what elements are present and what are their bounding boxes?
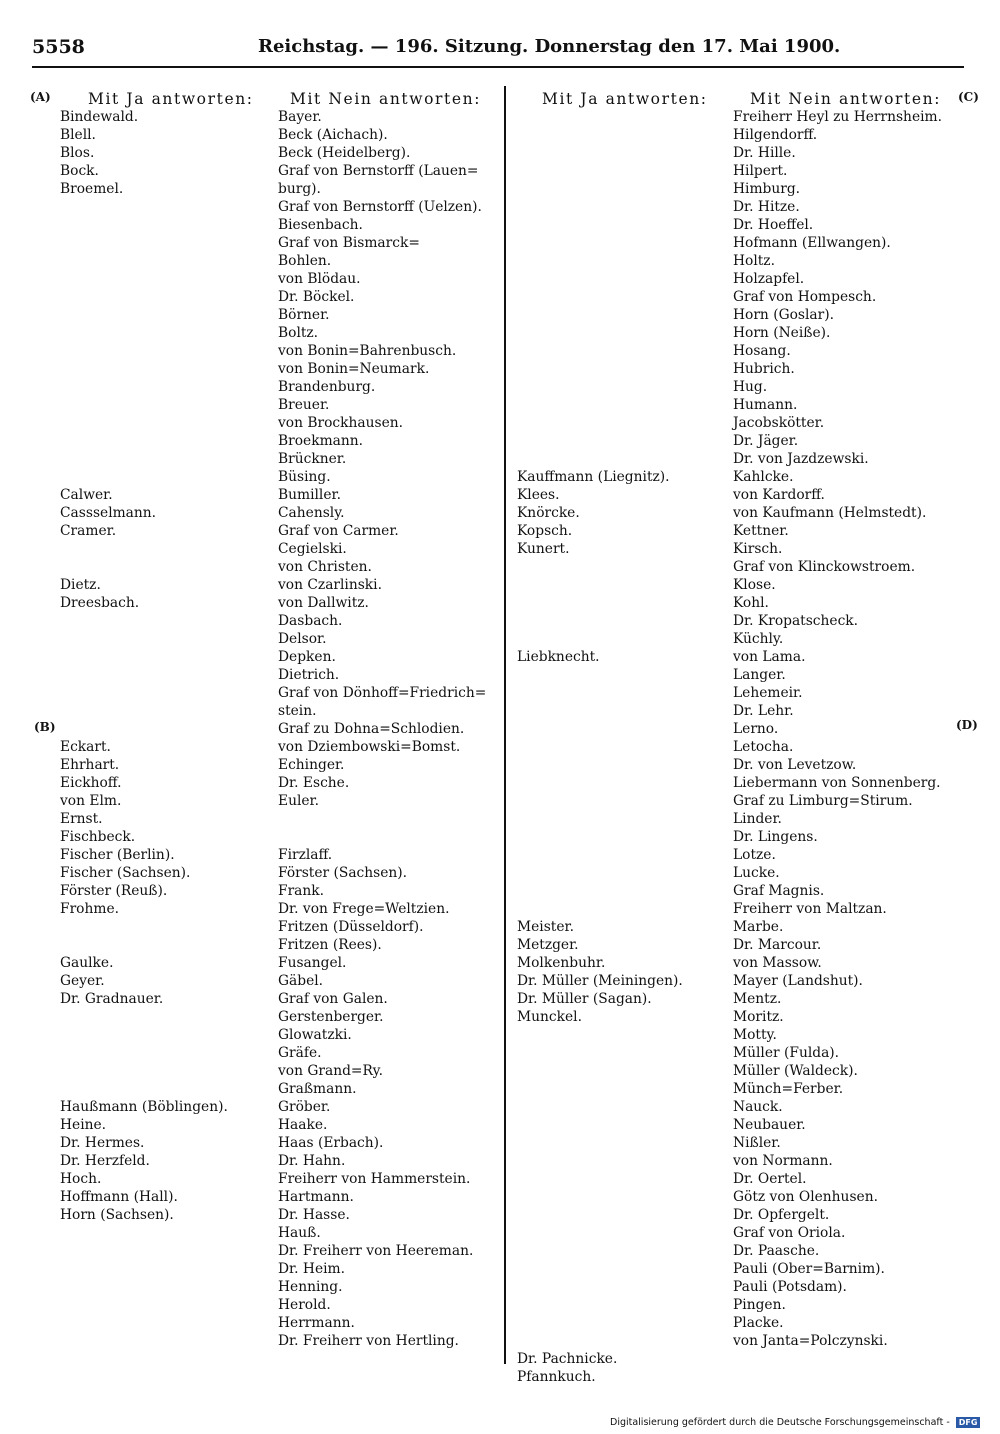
member-name: Förster (Reuß). [60,883,168,899]
member-name: Pfannkuch. [517,1369,596,1385]
member-name: Herold. [278,1297,331,1313]
member-name: Glowatzki. [278,1027,352,1043]
member-name [517,1224,683,1242]
margin-mark-b: (B) [34,720,56,734]
member-name [517,1242,683,1260]
member-name: Frohme. [60,901,119,917]
member-name: Börner. [278,307,330,323]
left-no-heading: Mit Nein antworten: [290,90,482,108]
member-name: Graf Magnis. [733,883,825,899]
member-name [517,1314,683,1332]
member-name: Himburg. [733,181,801,197]
member-name: Cramer. [60,523,117,539]
member-name [60,540,228,558]
right-yes-list [517,108,683,1386]
member-name [517,1062,683,1080]
member-name [517,360,683,378]
member-name: Geyer. [60,973,105,989]
member-name [60,630,228,648]
left-yes-heading: Mit Ja antworten: [88,90,254,108]
member-name: Götz von Olenhusen. [733,1189,878,1205]
member-name: Munckel. [517,1009,582,1025]
member-name [517,342,683,360]
member-name [60,342,228,360]
member-name: Beck (Heidelberg). [278,145,411,161]
member-name [517,1188,683,1206]
member-name: Fischer (Berlin). [60,847,175,863]
member-name [517,558,683,576]
member-name: Dr. Herzfeld. [60,1153,150,1169]
member-name [517,450,683,468]
member-name [60,684,228,702]
member-name: Holzapfel. [733,271,805,287]
member-name [517,1116,683,1134]
member-name: Blell. [60,127,96,143]
member-name: Dr. Lingens. [733,829,818,845]
member-name [517,882,683,900]
member-name: Hosang. [733,343,791,359]
member-name: Graf von Oriola. [733,1225,846,1241]
member-name: Holtz. [733,253,775,269]
left-yes-list [60,108,228,1224]
member-name: Brückner. [278,451,347,467]
member-name: Molkenbuhr. [517,955,606,971]
member-name: von Brockhausen. [278,415,404,431]
member-name: Delsor. [278,631,327,647]
member-name: Freiherr Heyl zu Herrnsheim. [733,109,942,125]
member-name [517,738,683,756]
member-name [60,234,228,252]
right-page-half [514,90,984,1385]
member-name [517,810,683,828]
member-name: Metzger. [517,937,579,953]
member-name: Motty. [733,1027,777,1043]
member-name: Dr. Paasche. [733,1243,820,1259]
member-name [517,378,683,396]
dfg-logo: DFG [956,1417,981,1428]
member-name [517,1134,683,1152]
member-name: Gerstenberger. [278,1009,384,1025]
member-name: Biesenbach. [278,217,363,233]
member-name [517,396,683,414]
member-name: Eickhoff. [60,775,122,791]
member-name: Pingen. [733,1297,786,1313]
member-name [517,288,683,306]
member-name: Blos. [60,145,95,161]
member-name: Linder. [733,811,782,827]
member-name: Hofmann (Ellwangen). [733,235,891,251]
member-name: Fusangel. [278,955,347,971]
member-name: Bumiller. [278,487,341,503]
member-name [60,1008,228,1026]
member-name: Placke. [733,1315,784,1331]
member-name [517,252,683,270]
member-name: Graf von Dönhoff=Friedrich= [278,685,487,701]
member-name: Dr. von Frege=Weltzien. [278,901,450,917]
member-name: Fritzen (Rees). [278,937,382,953]
member-name: von Grand=Ry. [278,1063,383,1079]
member-name: Frank. [278,883,325,899]
member-name: Kohl. [733,595,769,611]
member-name: Horn (Goslar). [733,307,834,323]
member-name: Breuer. [278,397,330,413]
right-no-list [733,108,942,1350]
page-number: 5558 [32,36,85,58]
member-name [517,1044,683,1062]
member-name: Jacobskötter. [733,415,825,431]
member-name [517,1278,683,1296]
member-name: Dr. Esche. [278,775,350,791]
member-name: von Bonin=Neumark. [278,361,430,377]
member-name [60,306,228,324]
member-name: Dr. Gradnauer. [60,991,164,1007]
member-name: Freiherr von Hammerstein. [278,1171,471,1187]
member-name: Hug. [733,379,768,395]
member-name [517,576,683,594]
member-name: Firzlaff. [278,847,333,863]
margin-mark-d: (D) [956,718,978,732]
member-name [517,144,683,162]
member-name: Dr. von Jazdzewski. [733,451,869,467]
member-name: von Czarlinski. [278,577,382,593]
member-name: Kettner. [733,523,789,539]
member-name: Dr. Freiherr von Heereman. [278,1243,474,1259]
member-name: Münch=Ferber. [733,1081,844,1097]
member-name: Neubauer. [733,1117,806,1133]
member-name: Lehemeir. [733,685,803,701]
member-name: Dr. Oertel. [733,1171,807,1187]
member-name: von Normann. [733,1153,833,1169]
member-name [517,774,683,792]
member-name [60,432,228,450]
member-name [60,288,228,306]
member-name [60,648,228,666]
member-name [60,324,228,342]
member-name: Dasbach. [278,613,343,629]
member-name: Liebknecht. [517,649,600,665]
member-name: Dr. Hoeffel. [733,217,814,233]
member-name: Hilgendorff. [733,127,818,143]
member-name: Euler. [278,793,319,809]
member-name: Dr. Hasse. [278,1207,350,1223]
member-name [517,1098,683,1116]
member-name [60,360,228,378]
member-name: Freiherr von Maltzan. [733,901,887,917]
member-name: Dr. Pachnicke. [517,1351,618,1367]
member-name [517,1026,683,1044]
member-name: Horn (Neiße). [733,325,831,341]
member-name: Herrmann. [278,1315,355,1331]
member-name [517,162,683,180]
member-name: Hoffmann (Hall). [60,1189,178,1205]
member-name: Cassselmann. [60,505,157,521]
member-name: Klees. [517,487,560,503]
member-name: Graf von Hompesch. [733,289,877,305]
member-name: Kunert. [517,541,570,557]
member-name: Brandenburg. [278,379,376,395]
member-name [517,792,683,810]
member-name [517,756,683,774]
member-name: Langer. [733,667,786,683]
member-name: Hauß. [278,1225,321,1241]
member-name: von Bonin=Bahrenbusch. [278,343,457,359]
member-name: Pauli (Ober=Barnim). [733,1261,885,1277]
member-name: Dreesbach. [60,595,140,611]
member-name: von Janta=Polczynski. [733,1333,888,1349]
member-name: Dr. Hahn. [278,1153,346,1169]
member-name [517,180,683,198]
member-name: Müller (Waldeck). [733,1063,858,1079]
left-column-headers [38,90,508,108]
member-name [60,1062,228,1080]
member-name: Haußmann (Böblingen). [60,1099,228,1115]
member-name [60,936,228,954]
member-name: Haas (Erbach). [278,1135,384,1151]
member-name: Gröber. [278,1099,331,1115]
member-name: Depken. [278,649,336,665]
member-name: Gaulke. [60,955,114,971]
footer [610,1417,980,1428]
member-name: Gräfe. [278,1045,322,1061]
member-name: Graf von Bernstorff (Lauen= [278,163,479,179]
member-name: Kirsch. [733,541,783,557]
member-name [517,432,683,450]
member-name: Fischbeck. [60,829,136,845]
member-name: Meister. [517,919,574,935]
right-column-headers [514,90,984,108]
member-name: Hoch. [60,1171,102,1187]
member-name: von Dallwitz. [278,595,369,611]
member-name: Eckart. [60,739,111,755]
member-name: Dr. Hermes. [60,1135,145,1151]
member-name: Hubrich. [733,361,795,377]
header-rule [32,66,964,68]
member-name: Dr. Heim. [278,1261,345,1277]
member-name: Haake. [278,1117,328,1133]
member-name: Heine. [60,1117,107,1133]
footer-text: Digitalisierung gefördert durch die Deutsche Forschungsgemeinschaft - [610,1417,950,1428]
member-name: Bock. [60,163,99,179]
member-name: Mentz. [733,991,782,1007]
member-name: Cahensly. [278,505,345,521]
member-name [517,846,683,864]
member-name: Graf von Klinckowstroem. [733,559,916,575]
member-name [60,198,228,216]
member-name: Dr. Freiherr von Hertling. [278,1333,459,1349]
member-name [60,612,228,630]
member-name: Dr. Müller (Sagan). [517,991,652,1007]
member-name: Dr. Böckel. [278,289,355,305]
member-name: von Blödau. [278,271,361,287]
member-name: von Kardorff. [733,487,825,503]
member-name: Fritzen (Düsseldorf). [278,919,424,935]
member-name [517,1296,683,1314]
member-name: Bohlen. [278,253,332,269]
member-name: Dr. Jäger. [733,433,799,449]
member-name [517,1206,683,1224]
member-name [517,666,683,684]
member-name [60,450,228,468]
margin-mark-a: (A) [30,90,51,104]
member-name [517,900,683,918]
member-name: Küchly. [733,631,784,647]
member-name [517,702,683,720]
member-name: Pauli (Potsdam). [733,1279,847,1295]
member-name [517,306,683,324]
member-name [278,810,486,828]
page-header [0,28,1000,68]
member-name [517,324,683,342]
member-name [517,594,683,612]
member-name [517,1332,683,1350]
member-name: Büsing. [278,469,331,485]
member-name [517,108,683,126]
member-name [60,918,228,936]
member-name [60,252,228,270]
member-name: Dr. Hille. [733,145,796,161]
member-name: Boltz. [278,325,319,341]
left-no-list [278,108,486,1350]
member-name: Graf zu Limburg=Stirum. [733,793,913,809]
member-name: Dr. Kropatscheck. [733,613,859,629]
member-name [60,666,228,684]
member-name: Cegielski. [278,541,347,557]
member-name: Graf von Galen. [278,991,388,1007]
member-name: Lotze. [733,847,776,863]
member-name: Hilpert. [733,163,788,179]
member-name [517,828,683,846]
member-name [517,1080,683,1098]
member-name: Bayer. [278,109,322,125]
right-no-heading: Mit Nein antworten: [750,90,942,108]
member-name: von Massow. [733,955,822,971]
member-name: Echinger. [278,757,345,773]
member-name: Dr. Hitze. [733,199,800,215]
member-name [517,234,683,252]
member-name: von Elm. [60,793,122,809]
member-name: Dr. Opfergelt. [733,1207,830,1223]
member-name: Nißler. [733,1135,781,1151]
member-name: Humann. [733,397,798,413]
member-name: Moritz. [733,1009,784,1025]
member-name: von Lama. [733,649,806,665]
member-name: Dr. Müller (Meiningen). [517,973,683,989]
member-name: Ehrhart. [60,757,120,773]
member-name [517,216,683,234]
member-name [60,720,228,738]
member-name [517,1260,683,1278]
member-name [278,828,486,846]
member-name [517,1152,683,1170]
member-name: Dietrich. [278,667,340,683]
member-name: Dietz. [60,577,101,593]
member-name: Kahlcke. [733,469,794,485]
member-name: Knörcke. [517,505,580,521]
member-name: Dr. von Levetzow. [733,757,857,773]
member-name: Graf von Bernstorff (Uelzen). [278,199,482,215]
member-name: Müller (Fulda). [733,1045,840,1061]
member-name [517,414,683,432]
member-name: Beck (Aichach). [278,127,388,143]
member-name: Broemel. [60,181,124,197]
member-name [517,612,683,630]
member-name [517,126,683,144]
margin-mark-c: (C) [958,90,979,104]
member-name: Ernst. [60,811,103,827]
member-name: Mayer (Landshut). [733,973,863,989]
member-name [60,216,228,234]
member-name: Dr. Marcour. [733,937,822,953]
member-name [517,198,683,216]
member-name: Hartmann. [278,1189,354,1205]
left-page-half [38,90,508,1349]
member-name: von Dziembowski=Bomst. [278,739,461,755]
member-name: Henning. [278,1279,343,1295]
member-name: von Christen. [278,559,372,575]
member-name: Calwer. [60,487,113,503]
member-name: Graf von Carmer. [278,523,399,539]
column-divider [504,86,506,1364]
member-name: Marbe. [733,919,784,935]
member-name [517,720,683,738]
member-name: stein. [278,703,317,719]
member-name: von Kaufmann (Helmstedt). [733,505,927,521]
member-name: Lerno. [733,721,779,737]
member-name: Broekmann. [278,433,364,449]
member-name: Bindewald. [60,109,139,125]
member-name: Kopsch. [517,523,573,539]
member-name: Klose. [733,577,776,593]
right-yes-heading: Mit Ja antworten: [542,90,708,108]
member-name [60,414,228,432]
member-name: Graßmann. [278,1081,357,1097]
member-name: Dr. Lehr. [733,703,794,719]
member-name [517,270,683,288]
member-name [60,396,228,414]
member-name: Horn (Sachsen). [60,1207,174,1223]
member-name: Gäbel. [278,973,324,989]
member-name [60,270,228,288]
member-name [60,1026,228,1044]
member-name: Liebermann von Sonnenberg. [733,775,941,791]
member-name [60,1080,228,1098]
member-name [60,378,228,396]
member-name [60,1044,228,1062]
member-name: burg). [278,181,321,197]
member-name [60,468,228,486]
member-name: Letocha. [733,739,794,755]
header-title: Reichstag. — 196. Sitzung. Donnerstag den 17. Mai 1900. [258,36,841,57]
member-name: Graf von Bismarck= [278,235,420,251]
member-name: Lucke. [733,865,780,881]
member-name [517,630,683,648]
member-name: Fischer (Sachsen). [60,865,191,881]
member-name: Kauffmann (Liegnitz). [517,469,670,485]
member-name: Nauck. [733,1099,783,1115]
member-name [517,684,683,702]
member-name: Graf zu Dohna=Schlodien. [278,721,465,737]
member-name [60,702,228,720]
member-name [517,864,683,882]
member-name [60,558,228,576]
member-name: Förster (Sachsen). [278,865,408,881]
member-name [517,1170,683,1188]
